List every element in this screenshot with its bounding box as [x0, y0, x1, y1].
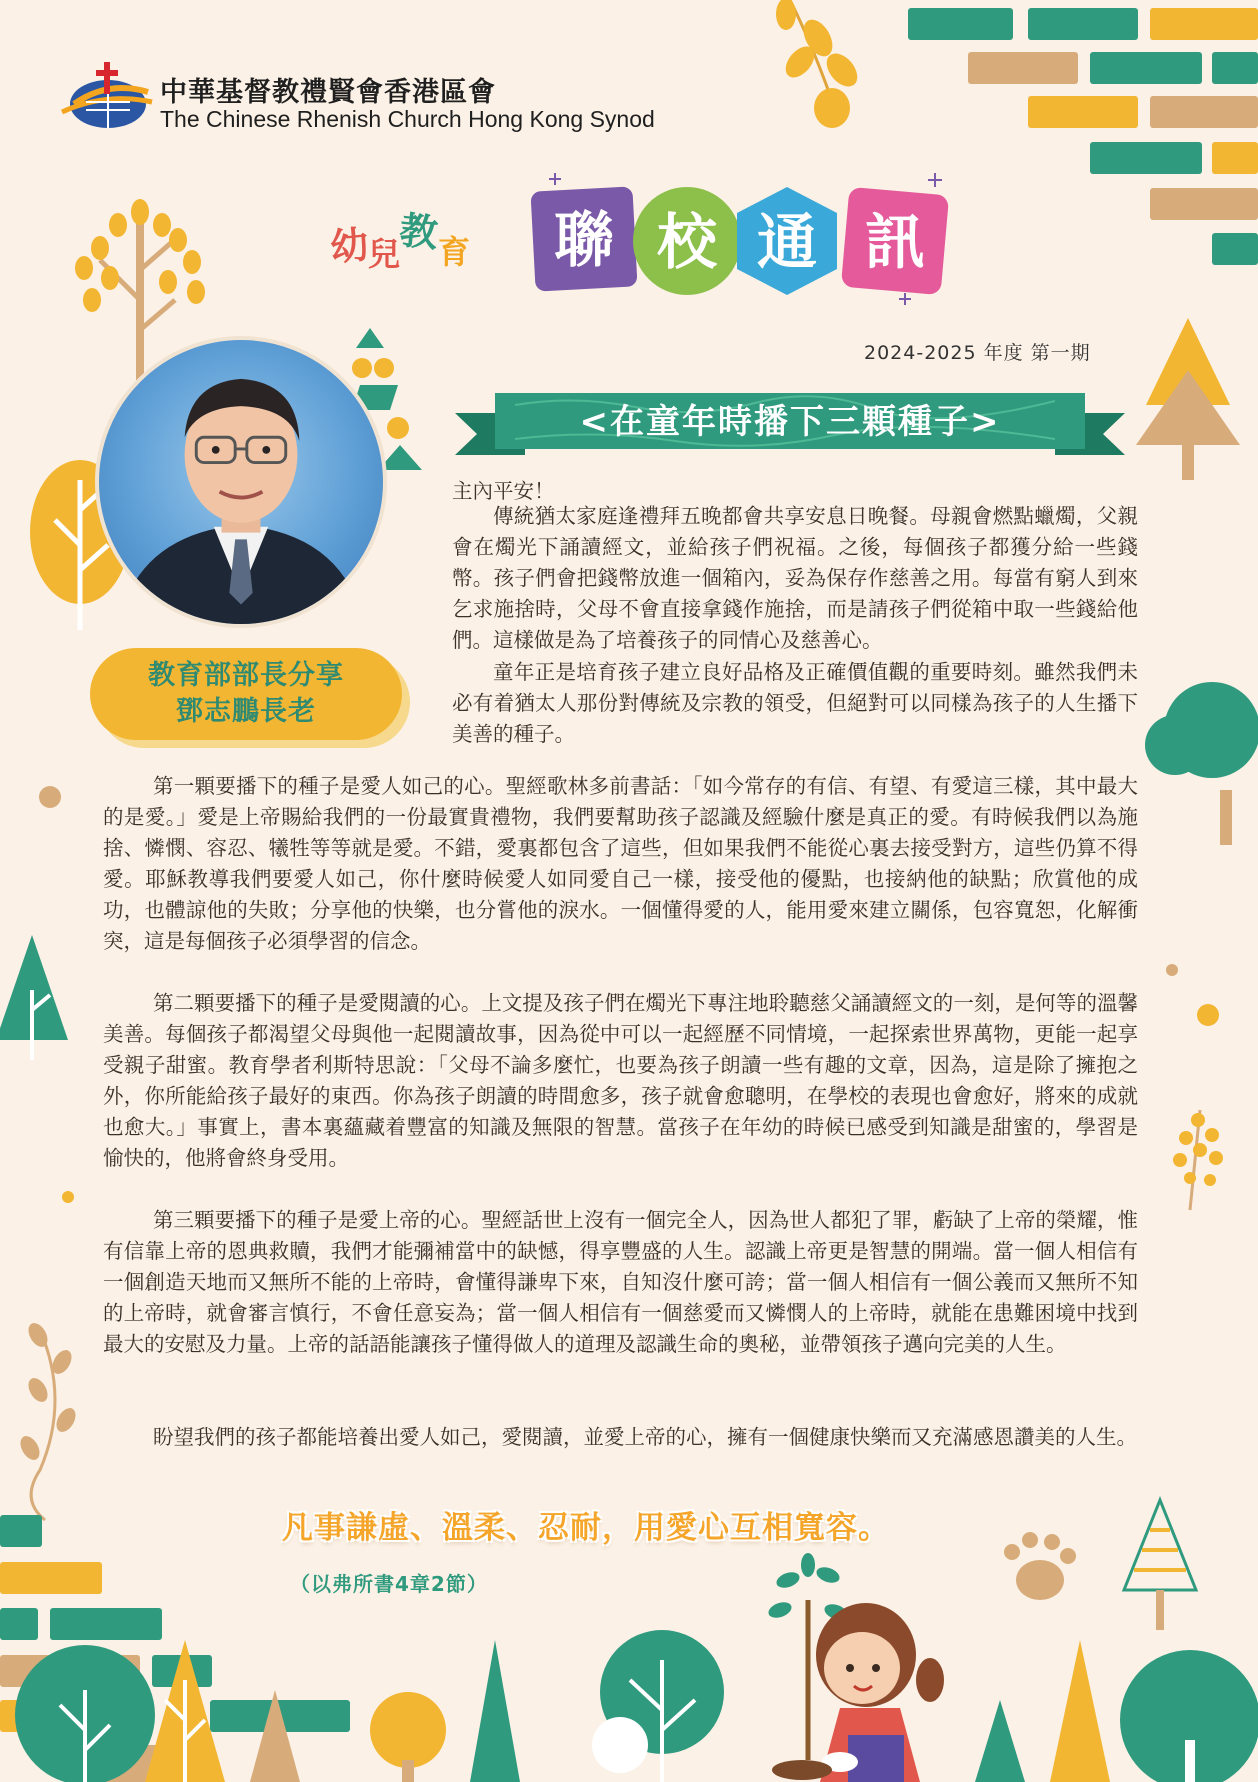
church-logo-icon: [56, 62, 154, 130]
title-char: 訊: [865, 208, 925, 278]
tree-icon: [1145, 682, 1258, 845]
leaf-branch-icon: [17, 1320, 80, 1520]
speaker-role: 教育部部長分享: [148, 660, 344, 691]
speaker-photo: [99, 340, 383, 624]
speaker-name: 鄧志鵬長老: [176, 696, 316, 727]
issue-label: 2024-2025 年度 第一期: [864, 342, 1091, 364]
section-char: 幼: [328, 222, 371, 270]
title-char: 校: [657, 208, 717, 278]
org-name-en: The Chinese Rhenish Church Hong Kong Synod: [160, 106, 655, 132]
section-label: [328, 208, 471, 273]
tree-icon: [0, 935, 68, 1060]
paragraph-1: 傳統猶太家庭逢禮拜五晚都會共享安息日晚餐。母親會燃點蠟燭，父親會在燭光下誦讀經文，並給孩子們祝福。之後，每個孩子都獲分給一些錢幣。孩子們會把錢幣放進一個箱內，妥為保存作慈善之用。每當有窮人到來乞求施捨時，父母不會直接拿錢作施捨，而是請孩子們從箱中取一些錢給他們。這樣做是為了培養孩子的同情心及慈善心。: [452, 504, 1138, 652]
greeting: 主內平安！: [452, 479, 555, 503]
verse-reference: （以弗所書4章2節）: [290, 1572, 488, 1596]
article-title: <在童年時播下三顆種子>: [579, 402, 1001, 442]
newsletter-title: [525, 165, 965, 310]
tree-icon: [15, 1630, 1258, 1782]
leaf-branch-icon: [776, 0, 863, 128]
section-char: 教: [397, 208, 440, 256]
section-char: 兒: [368, 235, 401, 273]
section-char: 育: [438, 233, 471, 271]
girl-planting-icon: [766, 1553, 944, 1782]
speaker-tag: [90, 648, 402, 740]
paragraph-2: 童年正是培育孩子建立良好品格及正確價值觀的重要時刻。雖然我們未必有着猶太人那份對傳統及宗教的領受，但絕對可以同樣為孩子的人生播下美善的種子。: [452, 660, 1138, 746]
tree-icon: [1136, 318, 1240, 480]
title-char: 通: [757, 208, 817, 278]
speaker-portrait: [95, 336, 387, 628]
paragraph-6: 盼望我們的孩子都能培養出愛人如己，愛閱讀，並愛上帝的心，擁有一個健康快樂而又充滿感恩讚美的人生。: [153, 1425, 1137, 1449]
paragraph-4: 第二顆要播下的種子是愛閱讀的心。上文提及孩子們在燭光下專注地聆聽慈父誦讀經文的一刻，是何等的溫馨美善。每個孩子都渴望父母與他一起閱讀故事，因為從中可以一起經歷不同情境，一起探索世界萬物，更能一起享受親子甜蜜。教育學者利斯特思說：「父母不論多麼忙，也要為孩子朗讀一些有趣的文章，因為，這是除了擁抱之外，你所能給孩子最好的東西。你為孩子朗讀的時間愈多，孩子就會愈聰明，在學校的表現也會愈好，將來的成就也愈大。」事實上，書本裏蘊藏着豐富的知識及無限的智慧。當孩子在年幼的時候已感受到知識是甜蜜的，學習是愉快的，他將會終身受用。: [103, 991, 1138, 1170]
bible-verse: 凡事謙虛、溫柔、忍耐，用愛心互相寬容。: [282, 1510, 890, 1546]
leaf-branch-icon: [1173, 1110, 1223, 1210]
paragraph-3: 第一顆要播下的種子是愛人如己的心。聖經歌林多前書話：「如今常存的有信、有望、有愛這三樣，其中最大的是愛。」愛是上帝賜給我們的一份最實貴禮物，我們要幫助孩子認識及經驗什麼是真正的愛。有時候我們以為施捨、憐憫、容忍、犧牲等等就是愛。不錯，愛裏都包含了這些，但如果我們不能從心裏去接受對方，這些仍算不得愛。耶穌教導我們要愛人如己，你什麼時候愛人如同愛自己一樣，接受他的優點，也接納他的缺點；欣賞他的成功，也體諒他的失敗；分享他的快樂，也分嘗他的淚水。一個懂得愛的人，能用愛來建立關係，包容寬恕，化解衝突，這是每個孩子必須學習的信念。: [103, 774, 1138, 953]
org-name-zh: 中華基督教禮賢會香港區會: [160, 77, 496, 108]
paragraph-5: 第三顆要播下的種子是愛上帝的心。聖經話世上沒有一個完全人，因為世人都犯了罪，虧缺了上帝的榮耀，惟有信靠上帝的恩典救贖，我們才能彌補當中的缺憾，得享豐盛的人生。認識上帝更是智慧的開端。當一個人相信有一個創造天地而又無所不能的上帝時，會懂得謙卑下來，自知沒什麼可誇；當一個人相信有一個公義而又無所不知的上帝時，就會審言慎行，不會任意妄為；當一個人相信有一個慈愛而又憐憫人的上帝時，就能在患難困境中找到最大的安慰及力量。上帝的話語能讓孩子懂得做人的道理及認識生命的奧秘，並帶領孩子邁向完美的人生。: [103, 1208, 1138, 1356]
paw-print-icon: [1004, 1532, 1076, 1600]
tree-icon: [1124, 1500, 1196, 1630]
brick-wall-icon: [0, 1515, 350, 1782]
title-char: 聯: [554, 206, 614, 276]
